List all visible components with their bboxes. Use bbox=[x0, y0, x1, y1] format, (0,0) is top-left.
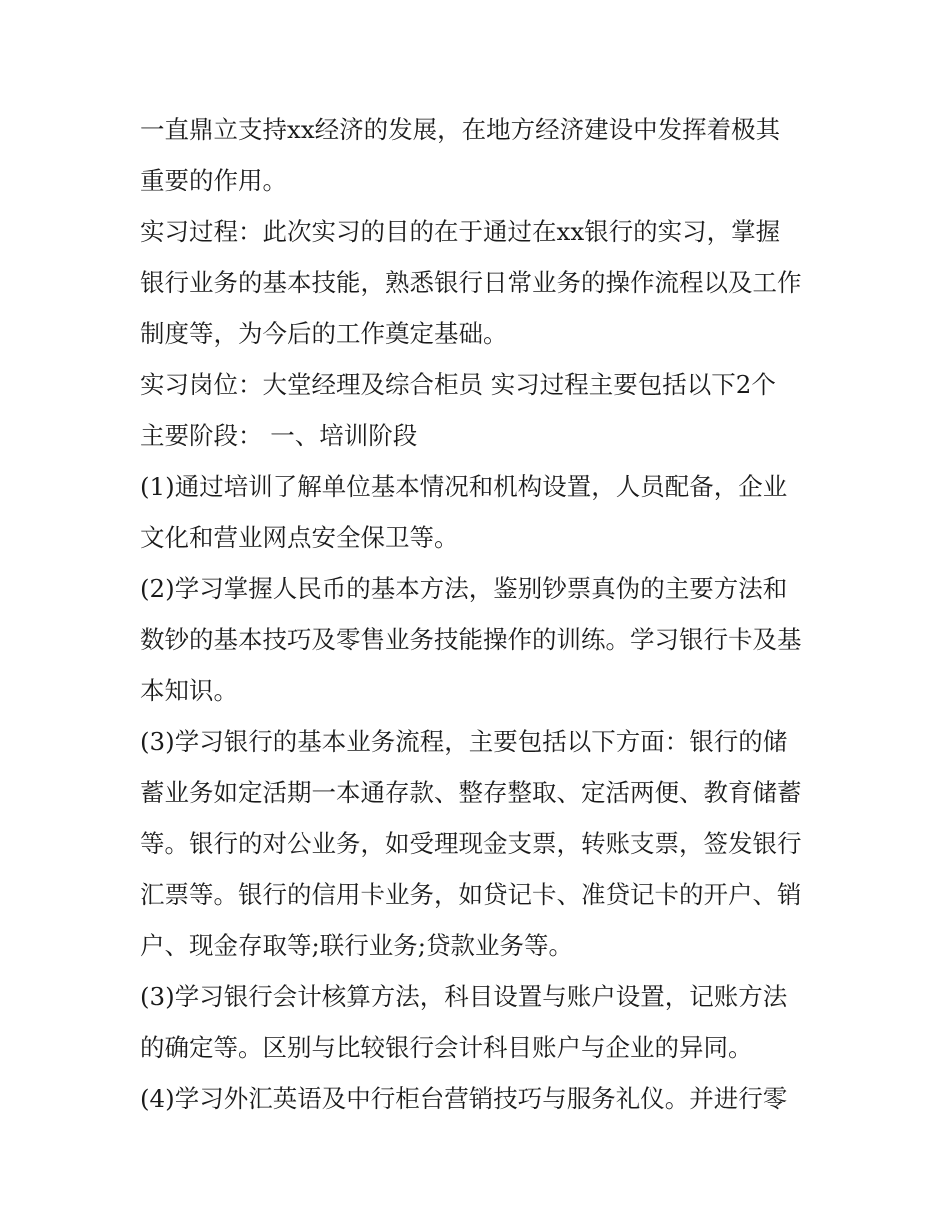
text-line: 本知识。 bbox=[140, 676, 238, 705]
text-line: 实习岗位：大堂经理及综合柜员 实习过程主要包括以下2个 bbox=[140, 370, 776, 399]
text-line: 蓄业务如定活期一本通存款、整存整取、定活两便、教育储蓄 bbox=[140, 778, 802, 807]
text-line: 实习过程：此次实习的目的在于通过在xx银行的实习，掌握 bbox=[140, 217, 781, 246]
text-line: (3)学习银行的基本业务流程，主要包括以下方面：银行的储 bbox=[140, 727, 788, 756]
text-line: (1)通过培训了解单位基本情况和机构设置，人员配备，企业 bbox=[140, 472, 788, 501]
text-line: 一直鼎立支持xx经济的发展，在地方经济建设中发挥着极其 bbox=[140, 115, 781, 144]
text-line: 银行业务的基本技能，熟悉银行日常业务的操作流程以及工作 bbox=[140, 268, 802, 297]
text-line: 制度等，为今后的工作奠定基础。 bbox=[140, 319, 508, 348]
text-line: 汇票等。银行的信用卡业务，如贷记卡、准贷记卡的开户、销 bbox=[140, 880, 802, 909]
text-line: 数钞的基本技巧及零售业务技能操作的训练。学习银行卡及基 bbox=[140, 625, 802, 654]
text-line: 重要的作用。 bbox=[140, 166, 287, 195]
text-line: (4)学习外汇英语及中行柜台营销技巧与服务礼仪。并进行零 bbox=[140, 1084, 788, 1113]
text-line: 主要阶段： 一、培训阶段 bbox=[140, 421, 418, 450]
text-line: 的确定等。区别与比较银行会计科目账户与企业的异同。 bbox=[140, 1033, 753, 1062]
text-line: 等。银行的对公业务，如受理现金支票，转账支票，签发银行 bbox=[140, 829, 802, 858]
text-line: 户、现金存取等;联行业务;贷款业务等。 bbox=[140, 931, 574, 960]
document-body bbox=[140, 104, 820, 1124]
text-line: (2)学习掌握人民币的基本方法，鉴别钞票真伪的主要方法和 bbox=[140, 574, 788, 603]
text-line: (3)学习银行会计核算方法，科目设置与账户设置，记账方法 bbox=[140, 982, 788, 1011]
text-line: 文化和营业网点安全保卫等。 bbox=[140, 523, 459, 552]
